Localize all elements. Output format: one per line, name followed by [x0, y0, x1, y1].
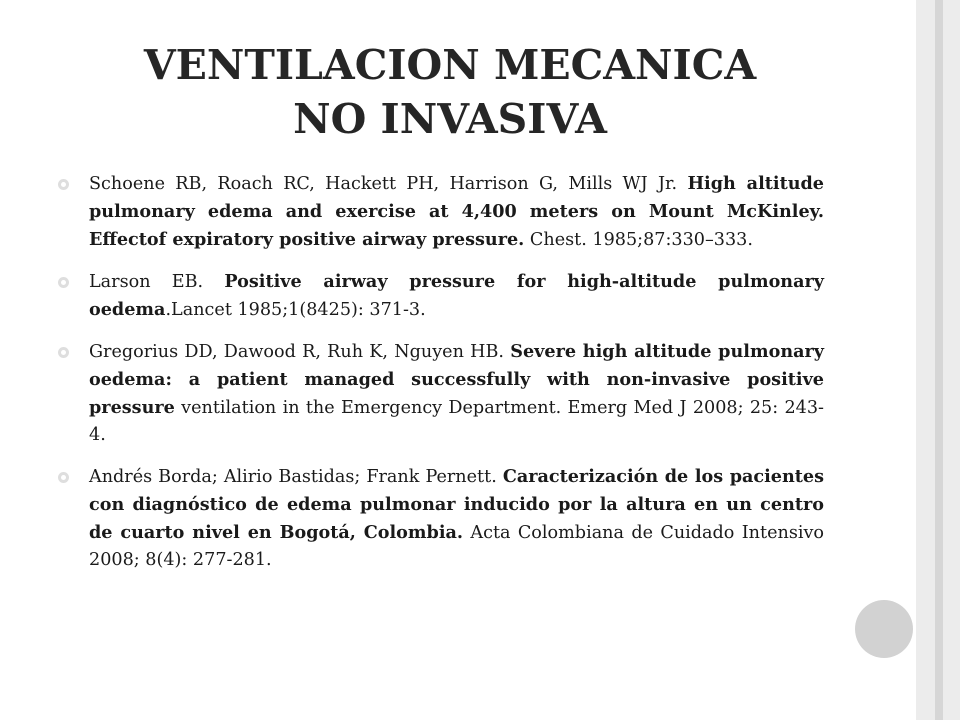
reference-title: Caracterización de los pacientes con diagnóstico de edema pulmonar inducido por la altura en un centro de cuarto nivel en Bogotá, Colombia. — [89, 466, 825, 543]
bullet-icon — [58, 277, 69, 288]
reference-title: Severe high altitude pulmonary oedema: a patient managed successfully with non-invasive positive pressure — [89, 341, 824, 418]
reference-source: ventilation in the Emergency Department. Emerg Med J 2008; 25: 243-4. — [89, 398, 824, 445]
title-line-1: VENTILACION MECANICA — [143, 41, 757, 89]
bullet-icon — [58, 347, 69, 358]
title-line-2: NO INVASIVA — [293, 95, 607, 143]
reference-authors: Schoene RB, Roach RC, Hackett PH, Harrison G, Mills WJ Jr. — [89, 174, 688, 194]
right-edge-line — [935, 0, 943, 720]
reference-authors: Larson EB. — [89, 272, 225, 292]
reference-source: Acta Colombiana de Cuidado Intensivo 2008; 8(4): 277-281. — [89, 523, 825, 570]
reference-item — [58, 463, 824, 574]
reference-source: Chest. 1985;87:330–333. — [524, 230, 753, 250]
slide-title — [60, 38, 840, 146]
decorative-circle — [855, 600, 913, 658]
bullet-icon — [58, 179, 69, 190]
reference-title: Positive airway pressure for high-altitude pulmonary oedema — [89, 271, 824, 320]
reference-item — [58, 338, 824, 449]
reference-list — [58, 170, 824, 588]
reference-title: High altitude pulmonary edema and exercise at 4,400 meters on Mount McKinley. Effectof expiratory positive airway pressure. — [89, 173, 824, 250]
reference-authors: Gregorius DD, Dawood R, Ruh K, Nguyen HB. — [89, 342, 511, 362]
bullet-icon — [58, 472, 69, 483]
reference-authors: Andrés Borda; Alirio Bastidas; Frank Pernett. — [89, 467, 503, 487]
reference-item — [58, 170, 824, 254]
reference-source: .Lancet 1985;1(8425): 371-3. — [165, 300, 426, 320]
reference-item — [58, 268, 824, 324]
